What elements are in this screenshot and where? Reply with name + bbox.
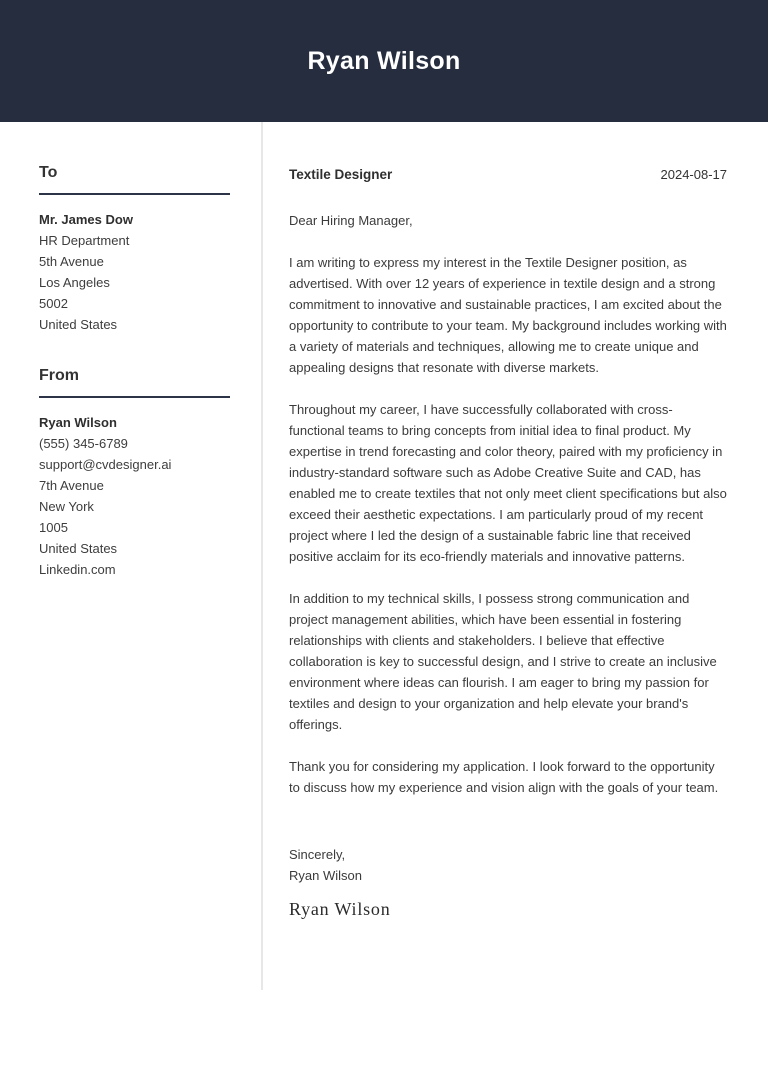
sender-linkedin: Linkedin.com xyxy=(39,562,116,577)
address-line: 5002 xyxy=(39,296,68,311)
to-address xyxy=(39,209,230,335)
address-line: New York xyxy=(39,499,94,514)
closing-name: Ryan Wilson xyxy=(289,868,362,883)
recipient-name: Mr. James Dow xyxy=(39,212,133,227)
letter-paragraph: Thank you for considering my application. I look forward to the opportunity to discuss how my experience and vision align with the goals of your team. xyxy=(289,759,719,795)
content-row xyxy=(0,122,768,990)
signature: Ryan Wilson xyxy=(289,899,391,919)
closing-block xyxy=(289,844,727,886)
address-line: 5th Avenue xyxy=(39,254,104,269)
salutation: Dear Hiring Manager, xyxy=(289,213,413,228)
to-heading: To xyxy=(39,164,58,181)
letter-paragraph: I am writing to express my interest in the Textile Designer position, as advertised. With over 12 years of experience in textile design and a strong commitment to innovative and sustainable practices, I am excited about the opportunity to contribute to your team. My background includes working with a variety of materials and techniques, allowing me to create unique and appealing designs that resonate with diverse markets. xyxy=(289,255,727,375)
letter-paragraph: Throughout my career, I have successfully collaborated with cross-functional teams to bring concepts from initial idea to final product. My expertise in trend forecasting and color theory, paired with my proficiency in industry-standard software such as Adobe Creative Suite and CAD, has enabled me to create textiles that not only meet client specifications but also exceed their aesthetic expectations. I am particularly proud of my recent project where I led the design of a sustainable fabric line that received positive acclaim for its eco-friendly materials and innovative patterns. xyxy=(289,402,727,564)
to-section xyxy=(39,164,230,335)
sender-email: support@cvdesigner.ai xyxy=(39,457,172,472)
sender-phone: (555) 345-6789 xyxy=(39,436,128,451)
sender-name: Ryan Wilson xyxy=(39,415,117,430)
from-section xyxy=(39,367,230,580)
sidebar xyxy=(0,122,261,990)
from-divider-rule xyxy=(39,396,230,398)
from-heading: From xyxy=(39,367,79,384)
address-line: United States xyxy=(39,317,118,332)
letter-paragraph: In addition to my technical skills, I possess strong communication and project management abilities, which have been essential in fostering relationships with clients and stakeholders. I believe that effective collaboration is key to successful design, and I strive to create an inclusive environment where ideas can flourish. I am eager to bring my passion for textiles and design to your organization and help elevate your brand's offerings. xyxy=(289,591,717,732)
job-title: Textile Designer xyxy=(289,167,393,182)
letter-title-row xyxy=(289,164,727,185)
letter-body xyxy=(263,122,768,990)
address-line: 1005 xyxy=(39,520,68,535)
closing-salutation: Sincerely, xyxy=(289,847,346,862)
address-line: Los Angeles xyxy=(39,275,110,290)
to-divider-rule xyxy=(39,193,230,195)
from-address xyxy=(39,412,230,580)
address-line: HR Department xyxy=(39,233,130,248)
header-band xyxy=(0,0,768,122)
address-line: 7th Avenue xyxy=(39,478,104,493)
address-line: United States xyxy=(39,541,118,556)
letter-date: 2024-08-17 xyxy=(660,167,727,182)
page-title: Ryan Wilson xyxy=(307,46,461,75)
